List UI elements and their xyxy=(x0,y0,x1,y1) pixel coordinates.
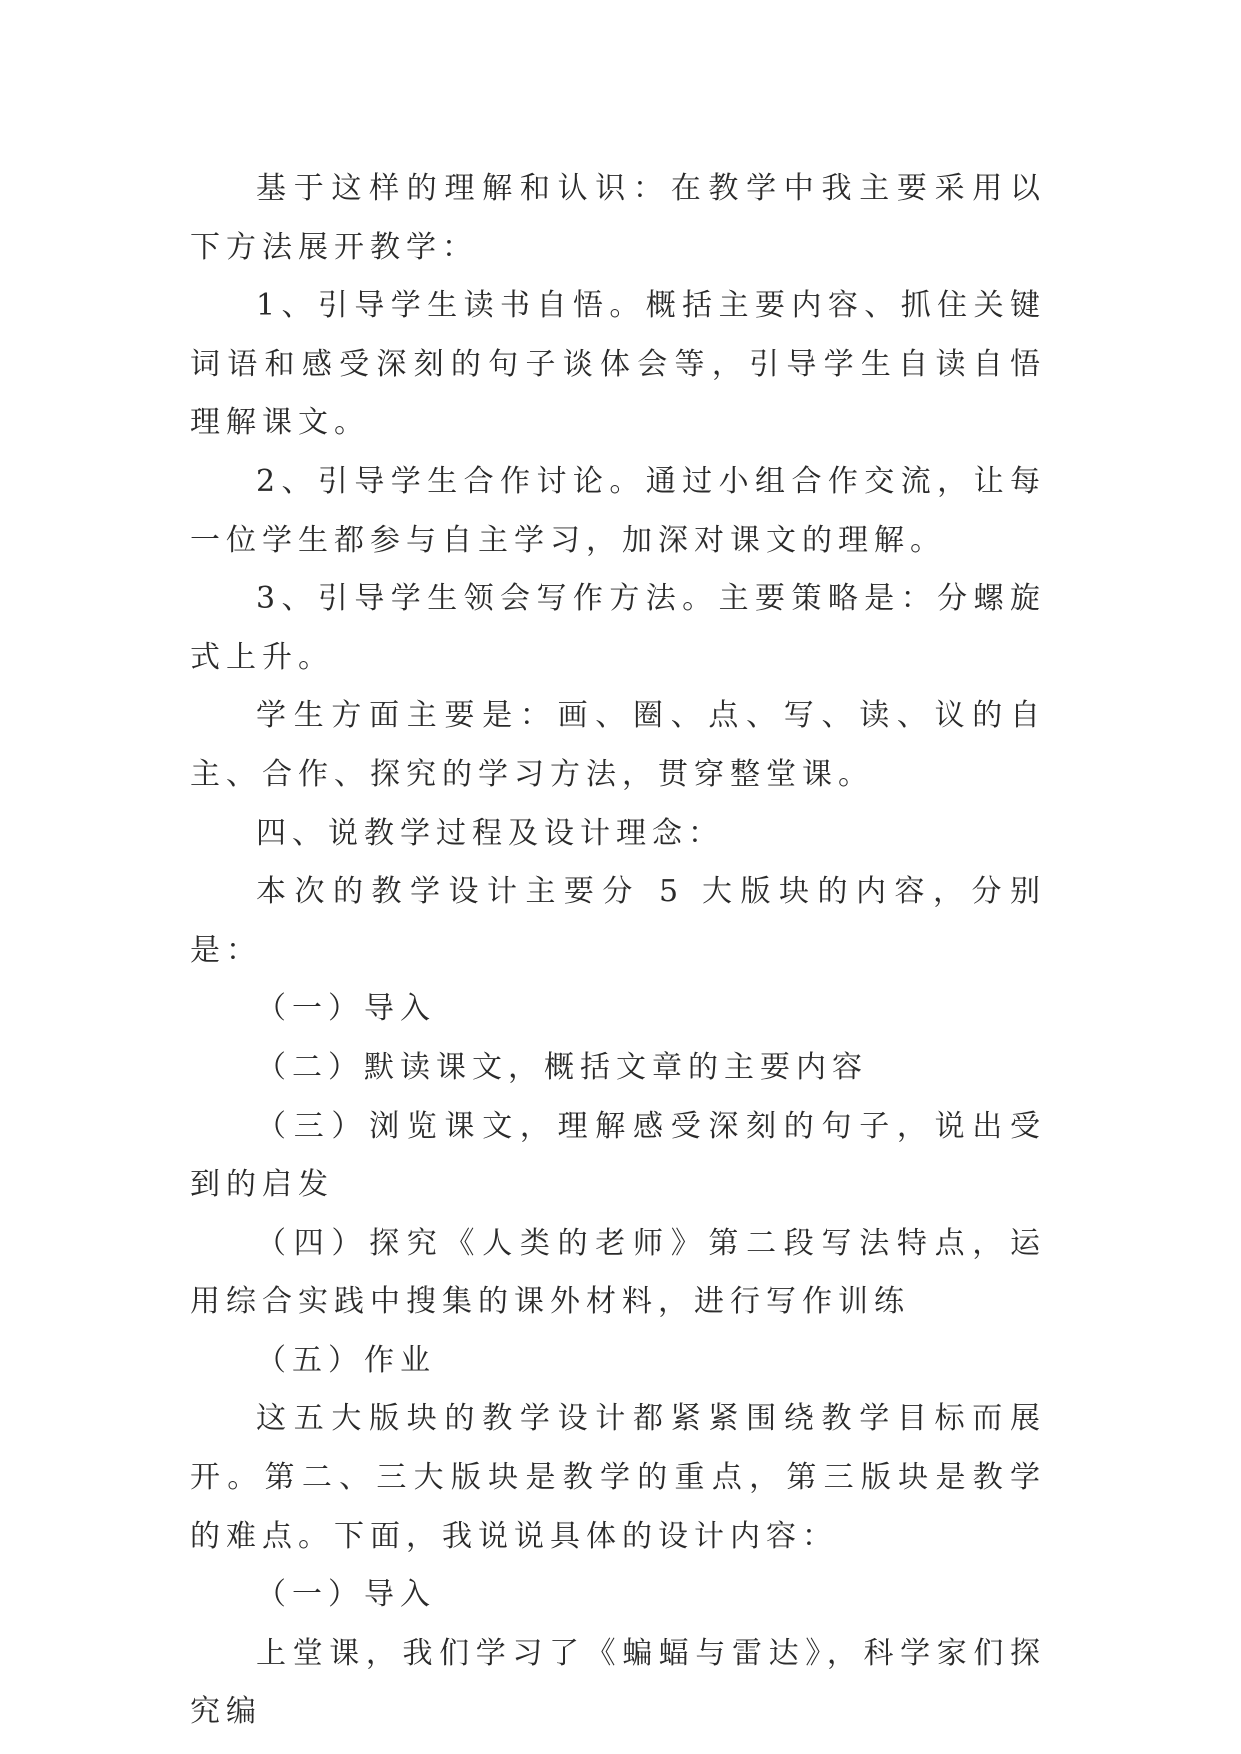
paragraph-summary: 这五大版块的教学设计都紧紧围绕教学目标而展开。第二、三大版块是教学的重点，第三版块是教学的难点。下面，我说说具体的设计内容： xyxy=(190,1401,1046,1554)
list-item-3: （三）浏览课文，理解感受深刻的句子，说出受到的启发 xyxy=(190,1108,1046,1203)
paragraph-intro-detail: 上堂课，我们学习了《蝙蝠与雷达》，科学家们探究编 xyxy=(190,1635,1046,1730)
paragraph-intro: 基于这样的理解和认识：在教学中我主要采用以下方法展开教学： xyxy=(190,171,1046,265)
paragraph-method-1: 1、引导学生读书自悟。概括主要内容、抓住关键词语和感受深刻的句子谈体会等，引导学生自读自悟理解课文。 xyxy=(190,288,1046,441)
section-heading-process: 四、说教学过程及设计理念： xyxy=(256,815,724,851)
list-item-5: （五）作业 xyxy=(256,1342,436,1378)
list-item-2: （二）默读课文，概括文章的主要内容 xyxy=(256,1049,868,1085)
document-page xyxy=(190,160,1046,1742)
list-item-1: （一）导入 xyxy=(256,991,436,1027)
paragraph-method-2: 2、引导学生合作讨论。通过小组合作交流，让每一位学生都参与自主学习，加深对课文的理解。 xyxy=(190,463,1046,558)
paragraph-student-methods: 学生方面主要是：画、圈、点、写、读、议的自主、合作、探究的学习方法，贯穿整堂课。 xyxy=(190,698,1046,792)
paragraph-method-3: 3、引导学生领会写作方法。主要策略是：分螺旋式上升。 xyxy=(190,581,1046,675)
subheading-intro: （一）导入 xyxy=(256,1577,436,1613)
paragraph-overview: 本次的教学设计主要分 5 大版块的内容，分别是： xyxy=(190,874,1046,968)
list-item-4: （四）探究《人类的老师》第二段写法特点，运用综合实践中搜集的课外材料，进行写作训练 xyxy=(190,1225,1046,1320)
